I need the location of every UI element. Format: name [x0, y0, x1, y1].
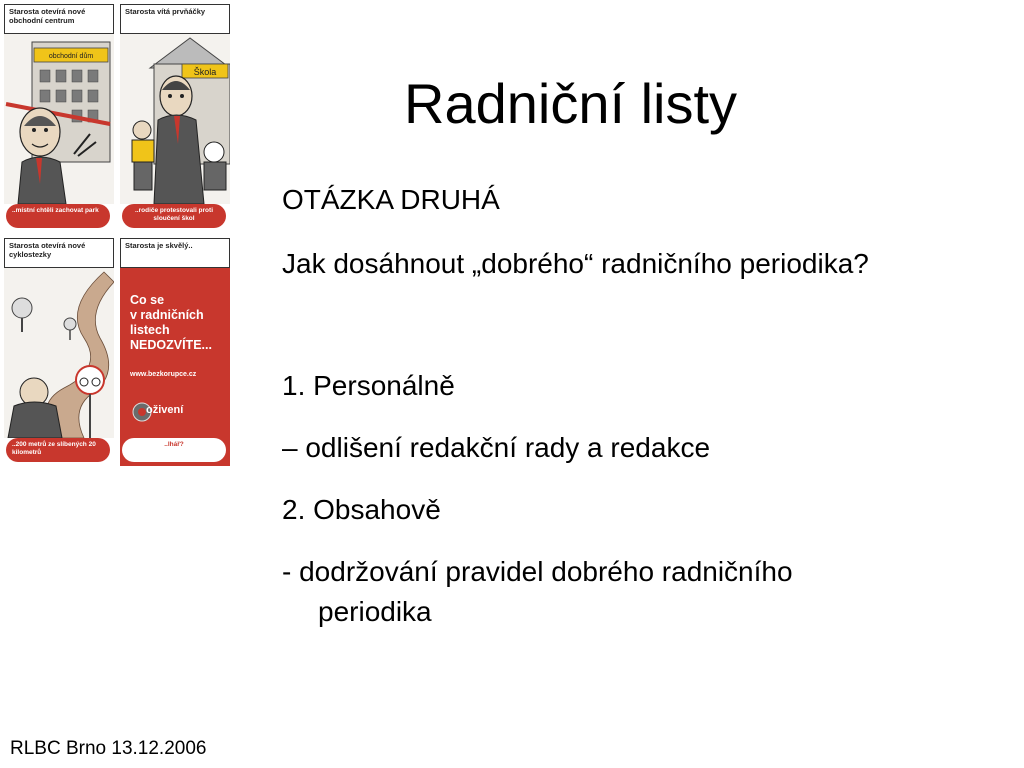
ad-line: NEDOZVÍTE...: [130, 338, 212, 352]
comic-panel-first-graders: [120, 4, 230, 232]
panel-bubble: ..místní chtěli zachovat park: [6, 204, 110, 228]
panel-bubble: ..lhář?: [122, 438, 226, 462]
point-1: 1. Personálně: [282, 370, 455, 401]
panel-caption: Starosta otevírá nové cyklostezky: [4, 238, 114, 268]
point-2: 2. Obsahově: [282, 494, 441, 525]
question-line: Jak dosáhnout „dobrého“ radničního periodika?: [282, 248, 869, 279]
cartoon-poster: [4, 4, 234, 474]
point-2-detail-cont: periodika: [318, 596, 432, 627]
mayor-school-illustration: [120, 34, 230, 204]
panel-caption: Starosta je skvělý..: [120, 238, 230, 268]
comic-panel-shopping-center: [4, 4, 114, 232]
slide-footer: RLBC Brno 13.12.2006: [10, 738, 207, 759]
point-1-detail: – odlišení redakční rady a redakce: [282, 432, 711, 463]
school-sign: Škola: [193, 67, 217, 77]
panel-caption: Starosta otevírá nové obchodní centrum: [4, 4, 114, 34]
shop-sign: obchodní dům: [48, 53, 94, 60]
ad-slogan: [130, 293, 226, 353]
ad-line: listech: [130, 323, 170, 337]
comic-panel-bike-path: [4, 238, 114, 466]
slide-title: Radniční listy: [404, 72, 738, 135]
mayor-ribbon-cutting-illustration: [4, 34, 114, 204]
ad-line: v radničních: [130, 308, 204, 322]
comic-panel-ad: [120, 238, 230, 466]
panel-bubble: ..rodiče protestovali proti sloučení škol: [122, 204, 226, 228]
section-heading: OTÁZKA DRUHÁ: [282, 184, 500, 215]
panel-bubble: ..200 metrů ze slíbených 20 kilometrů: [6, 438, 110, 462]
mayor-bike-path-illustration: [4, 268, 114, 438]
logo-text: oživení: [146, 404, 184, 416]
ad-line: Co se: [130, 293, 165, 307]
ad-url: www.bezkorupce.cz: [130, 371, 197, 378]
point-2-detail: - dodržování pravidel dobrého radničního: [282, 556, 793, 587]
panel-caption: Starosta vítá prvňáčky: [120, 4, 230, 34]
